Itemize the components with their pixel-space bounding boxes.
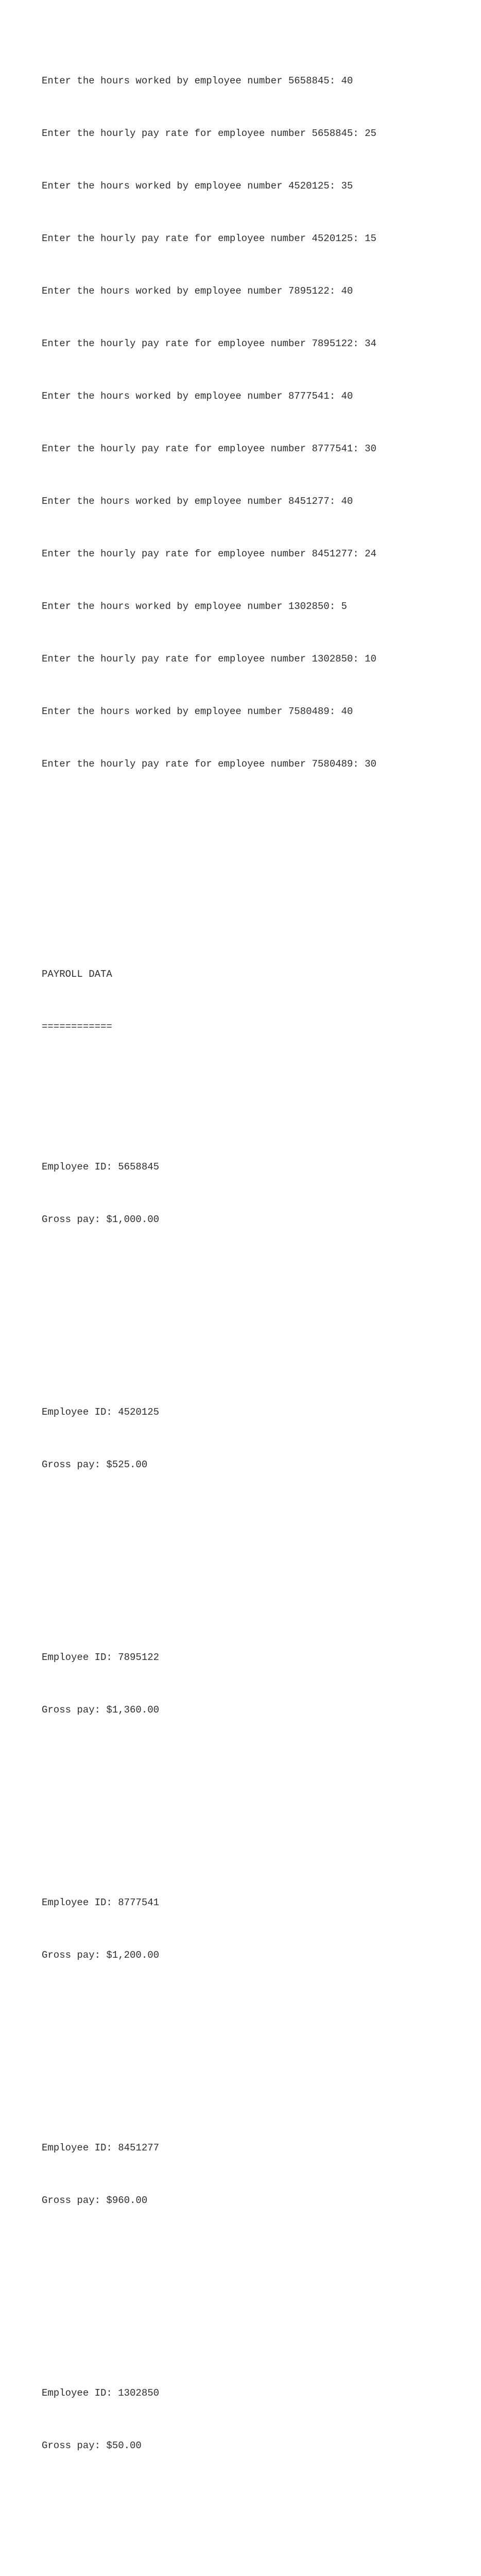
employee-id-line: Employee ID: 8777541 (42, 1897, 160, 1908)
employee-id-line: Employee ID: 1302850 (42, 2387, 160, 2399)
payroll-record (42, 1368, 474, 1509)
prompt-line: Enter the hours worked by employee number 1302850: 5 (42, 601, 347, 612)
blank-line (42, 2279, 474, 2297)
prompt-line: Enter the hourly pay rate for employee number 8777541: 30 (42, 443, 376, 454)
gross-pay-line: Gross pay: $50.00 (42, 2440, 142, 2451)
prompt-line: Enter the hours worked by employee number 8451277: 40 (42, 496, 353, 507)
prompt-line: Enter the hourly pay rate for employee number 7895122: 34 (42, 338, 376, 349)
payroll-record (42, 1614, 474, 1754)
console-output (42, 2, 474, 2576)
payroll-record (42, 1123, 474, 1263)
gross-pay-line: Gross pay: $1,200.00 (42, 1950, 160, 1961)
prompt-line: Enter the hours worked by employee number 7895122: 40 (42, 285, 353, 297)
blank-line (42, 2524, 474, 2542)
prompt-line: Enter the hours worked by employee number 4520125: 35 (42, 180, 353, 192)
blank-line (42, 860, 474, 878)
prompt-line: Enter the hours worked by employee number 7580489: 40 (42, 706, 353, 717)
prompt-line: Enter the hourly pay rate for employee number 7580489: 30 (42, 758, 376, 770)
gross-pay-line: Gross pay: $1,000.00 (42, 1214, 160, 1225)
prompt-line: Enter the hourly pay rate for employee number 4520125: 15 (42, 233, 376, 244)
prompt-line: Enter the hourly pay rate for employee number 5658845: 25 (42, 128, 376, 139)
employee-id-line: Employee ID: 8451277 (42, 2142, 160, 2154)
payroll-record (42, 1859, 474, 1999)
payroll-rule: ============ (42, 1021, 112, 1032)
gross-pay-line: Gross pay: $1,360.00 (42, 1704, 160, 1716)
employee-id-line: Employee ID: 4520125 (42, 1406, 160, 1418)
payroll-title: PAYROLL DATA (42, 969, 112, 980)
payroll-record (42, 2104, 474, 2244)
employee-id-line: Employee ID: 5658845 (42, 1161, 160, 1173)
gross-pay-line: Gross pay: $525.00 (42, 1459, 148, 1470)
payroll-record (42, 2349, 474, 2489)
prompt-line: Enter the hourly pay rate for employee number 1302850: 10 (42, 653, 376, 665)
prompt-list (42, 37, 474, 808)
prompt-line: Enter the hours worked by employee number 8777541: 40 (42, 391, 353, 402)
blank-line (42, 1298, 474, 1316)
blank-line (42, 2034, 474, 2052)
employee-id-line: Employee ID: 7895122 (42, 1652, 160, 1663)
blank-line (42, 1789, 474, 1806)
prompt-line: Enter the hourly pay rate for employee number 8451277: 24 (42, 548, 376, 560)
prompt-line: Enter the hours worked by employee number 5658845: 40 (42, 75, 353, 87)
gross-pay-line: Gross pay: $960.00 (42, 2195, 148, 2206)
blank-line (42, 1544, 474, 1561)
payroll-header (42, 930, 474, 1071)
